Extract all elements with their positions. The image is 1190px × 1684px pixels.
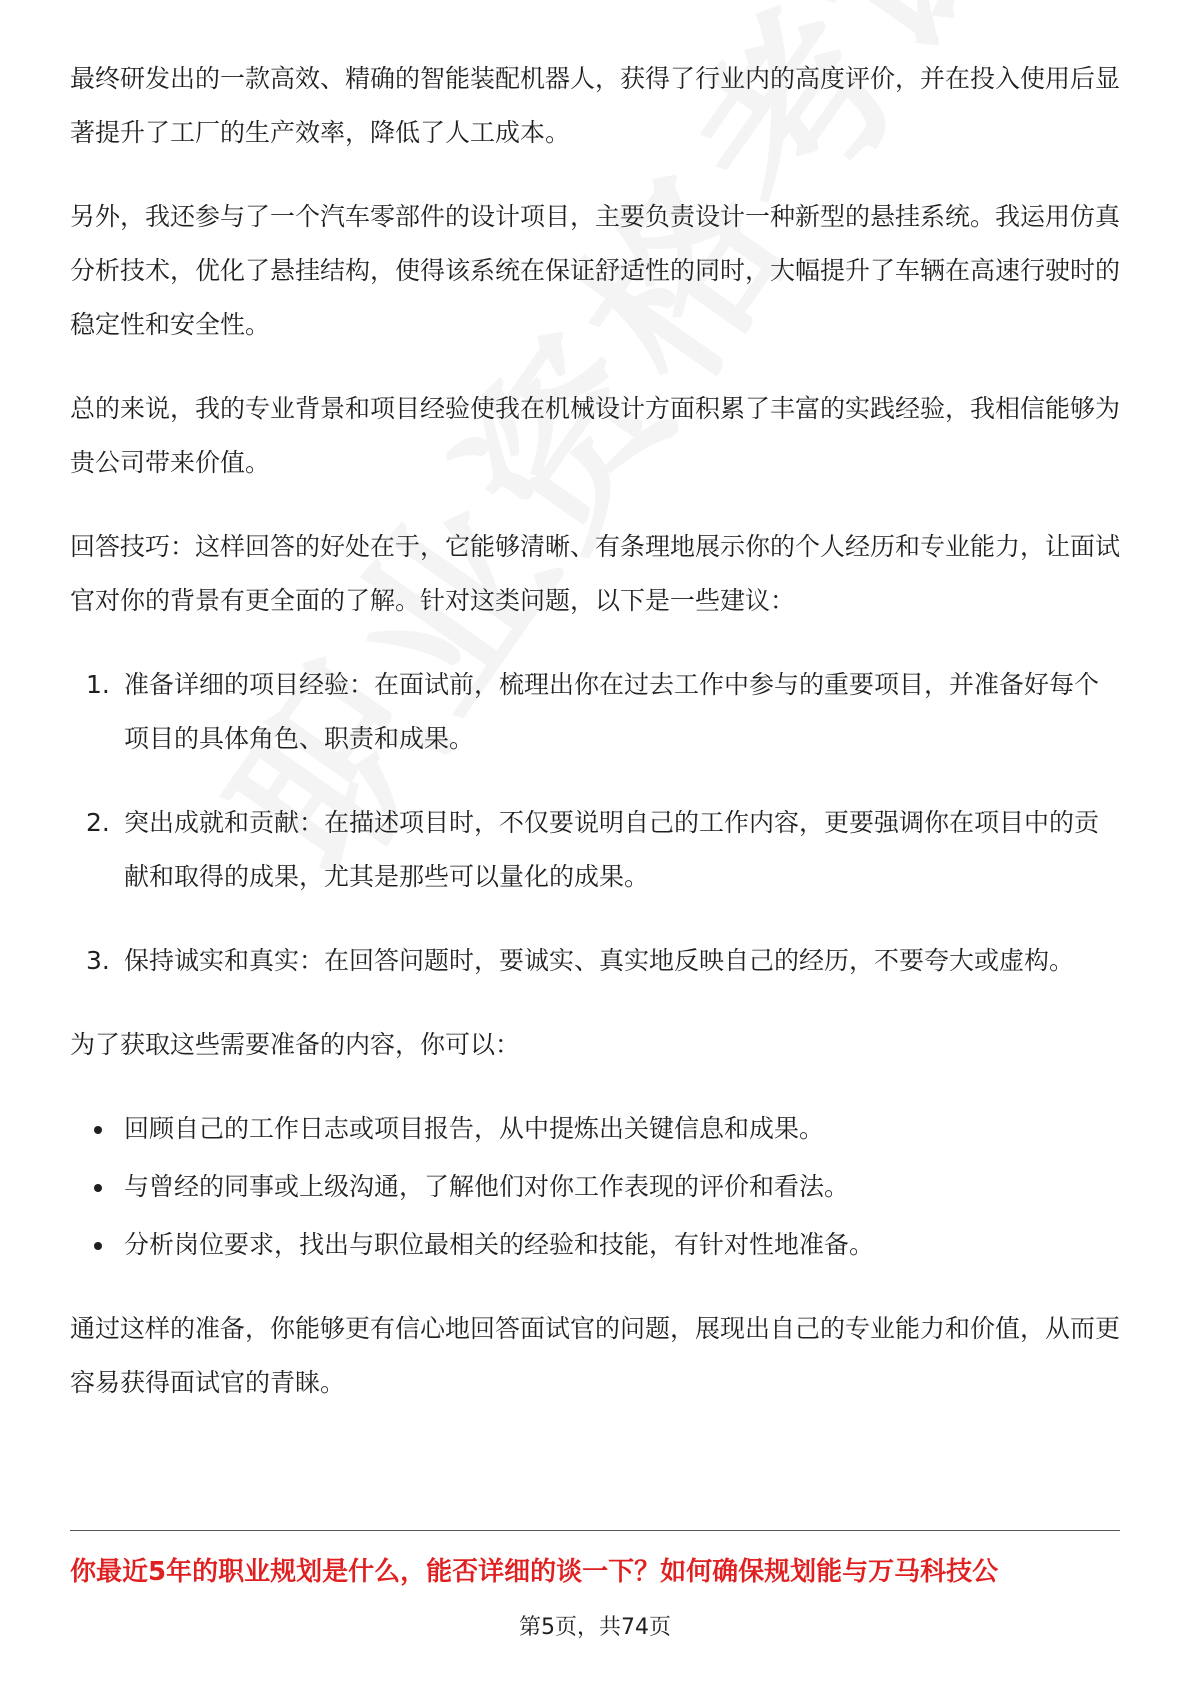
list-item-text: 突出成就和贡献：在描述项目时，不仅要说明自己的工作内容，更要强调你在项目中的贡献和取得的成果，尤其是那些可以量化的成果。 [124,808,1100,891]
list-number: 1. [86,670,110,699]
document-body [70,52,1120,1440]
paragraph-answer-tips: 回答技巧：这样回答的好处在于，它能够清晰、有条理地展示你的个人经历和专业能力，让面试官对你的背景有更全面的了解。针对这类问题，以下是一些建议： [70,532,1121,615]
bullet-icon [94,1242,102,1250]
list-item [70,658,1120,766]
list-item [70,1160,1120,1214]
list-item [70,934,1120,988]
list-item-text: 分析岗位要求，找出与职位最相关的经验和技能，有针对性地准备。 [124,1230,875,1259]
bullet-list [70,1102,1120,1272]
list-item-text: 回顾自己的工作日志或项目报告，从中提炼出关键信息和成果。 [124,1114,825,1143]
list-item-text: 与曾经的同事或上级沟通，了解他们对你工作表现的评价和看法。 [124,1172,850,1201]
numbered-tips-list [70,658,1120,988]
paragraph-robot-project: 最终研发出的一款高效、精确的智能装配机器人，获得了行业内的高度评价，并在投入使用后显著提升了工厂的生产效率，降低了人工成本。 [70,64,1121,147]
bullet-icon [94,1126,102,1134]
list-item [70,1102,1120,1156]
bullet-icon [94,1184,102,1192]
list-item [70,796,1120,904]
list-item [70,1218,1120,1272]
next-question-heading: 你最近5年的职业规划是什么，能否详细的谈一下？如何确保规划能与万马科技公 [70,1557,999,1587]
page-number: 第5页，共74页 [519,1615,671,1640]
paragraph-suspension-project: 另外，我还参与了一个汽车零部件的设计项目，主要负责设计一种新型的悬挂系统。我运用仿真分析技术，优化了悬挂结构，使得该系统在保证舒适性的同时，大幅提升了车辆在高速行驶时的稳定性和安全性。 [70,202,1121,339]
paragraph-closing: 通过这样的准备，你能够更有信心地回答面试官的问题，展现出自己的专业能力和价值，从而更容易获得面试官的青睐。 [70,1314,1121,1397]
list-number: 3. [86,946,110,975]
list-item-text: 保持诚实和真实：在回答问题时，要诚实、真实地反映自己的经历，不要夸大或虚构。 [124,946,1075,975]
list-number: 2. [86,808,110,837]
paragraph-summary: 总的来说，我的专业背景和项目经验使我在机械设计方面积累了丰富的实践经验，我相信能够为贵公司带来价值。 [70,394,1121,477]
section-divider [70,1530,1120,1531]
list-item-text: 准备详细的项目经验：在面试前，梳理出你在过去工作中参与的重要项目，并准备好每个项目的具体角色、职责和成果。 [124,670,1100,753]
paragraph-prep-intro: 为了获取这些需要准备的内容，你可以： [70,1030,521,1059]
